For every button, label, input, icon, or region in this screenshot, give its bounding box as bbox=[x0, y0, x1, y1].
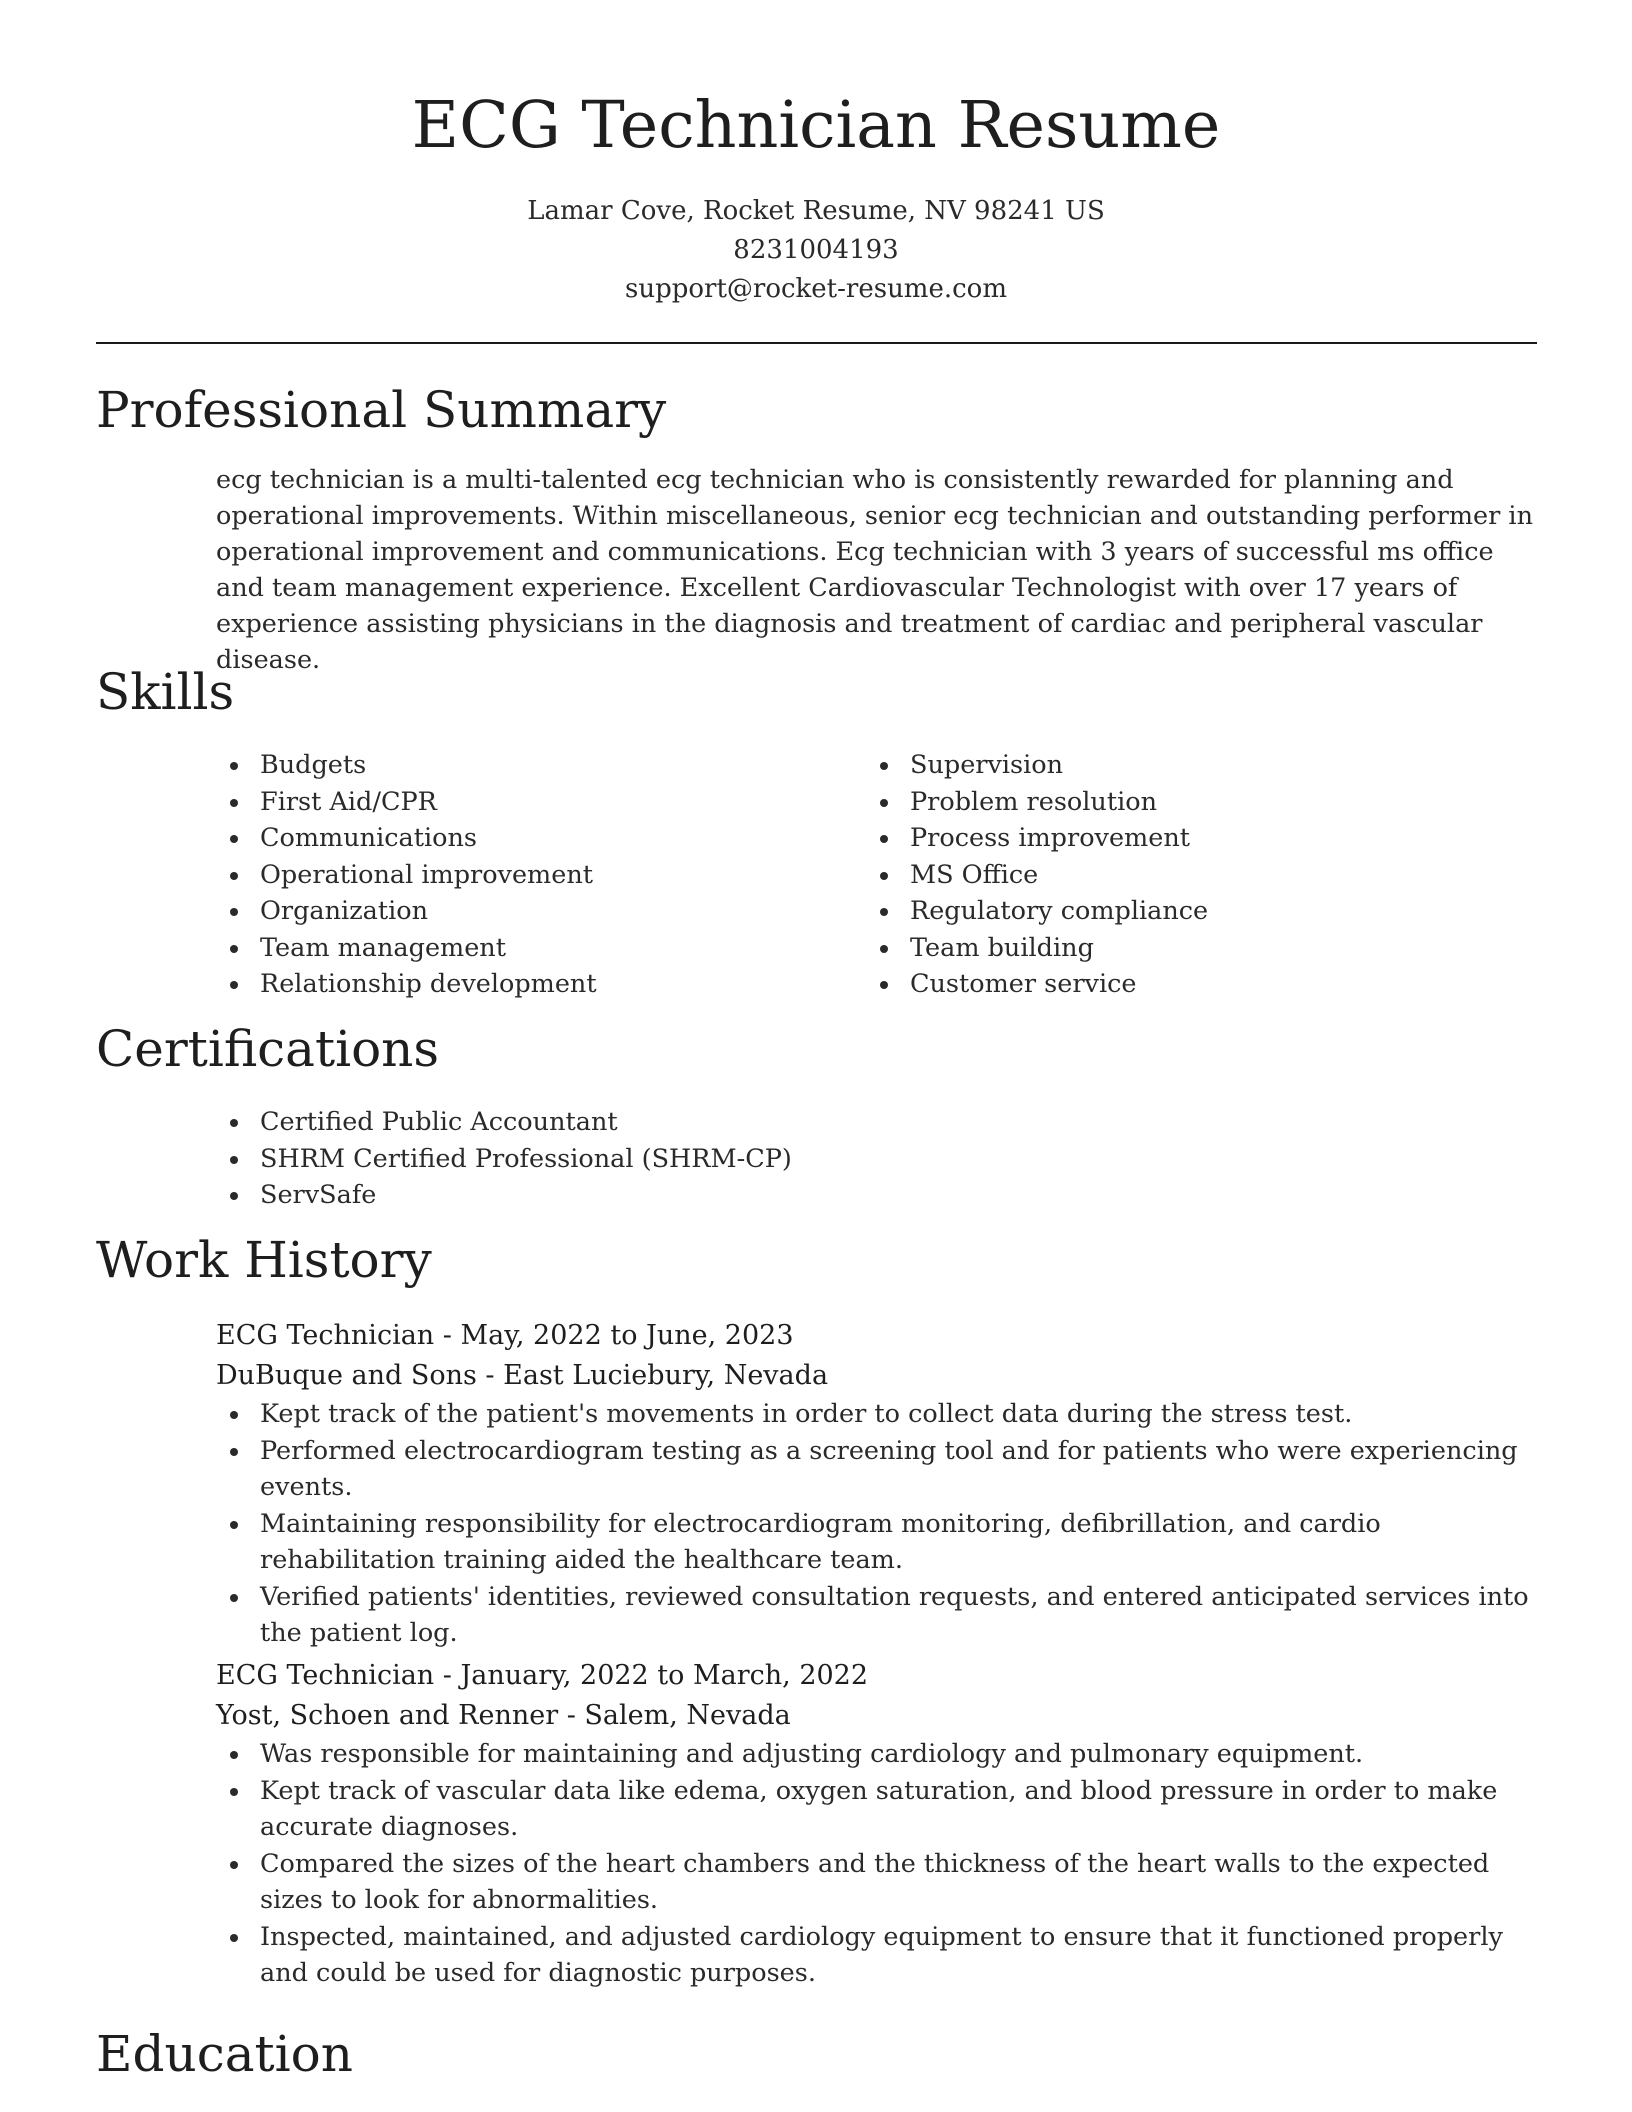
job-duty-item: Compared the sizes of the heart chambers and the thickness of the heart walls to the expected sizes to look for abnormalities. bbox=[216, 1846, 1540, 1919]
bullet-icon bbox=[880, 762, 888, 770]
skill-item: Regulatory compliance bbox=[866, 893, 1536, 930]
bullet-icon bbox=[230, 1156, 238, 1164]
bullet-icon bbox=[230, 762, 238, 770]
section-heading-certifications: Certifications bbox=[96, 1020, 440, 1078]
job-entry bbox=[216, 1316, 1540, 1652]
skill-item: Team management bbox=[216, 930, 816, 967]
bullet-icon bbox=[230, 1448, 238, 1456]
skill-item: MS Office bbox=[866, 857, 1536, 894]
job-duty-item: Kept track of the patient's movements in order to collect data during the stress test. bbox=[216, 1396, 1540, 1433]
skill-item: Team building bbox=[866, 930, 1536, 967]
skill-item: Problem resolution bbox=[866, 784, 1536, 821]
skills-column-left bbox=[216, 747, 816, 1003]
section-heading-summary: Professional Summary bbox=[96, 381, 667, 439]
job-duties-list bbox=[216, 1736, 1540, 1992]
contact-info bbox=[0, 192, 1632, 309]
job-title-line: ECG Technician - January, 2022 to March, 2022 bbox=[216, 1660, 869, 1691]
bullet-icon bbox=[880, 799, 888, 807]
bullet-icon bbox=[230, 1861, 238, 1869]
job-duty-item: Was responsible for maintaining and adjusting cardiology and pulmonary equipment. bbox=[216, 1736, 1540, 1773]
contact-phone: 8231004193 bbox=[733, 235, 899, 265]
skill-item: Relationship development bbox=[216, 966, 816, 1003]
job-company-line: DuBuque and Sons - East Luciebury, Nevada bbox=[216, 1360, 829, 1391]
job-duties-list bbox=[216, 1396, 1540, 1652]
skill-item: Customer service bbox=[866, 966, 1536, 1003]
certifications-list bbox=[216, 1104, 792, 1214]
skills-list-right bbox=[866, 747, 1536, 1003]
skill-item: Organization bbox=[216, 893, 816, 930]
bullet-icon bbox=[230, 872, 238, 880]
skill-item: Operational improvement bbox=[216, 857, 816, 894]
job-company-line: Yost, Schoen and Renner - Salem, Nevada bbox=[216, 1700, 791, 1731]
skills-column-right bbox=[866, 747, 1536, 1003]
bullet-icon bbox=[230, 1521, 238, 1529]
bullet-icon bbox=[880, 945, 888, 953]
bullet-icon bbox=[230, 908, 238, 916]
contact-address: Lamar Cove, Rocket Resume, NV 98241 US bbox=[527, 196, 1105, 226]
header-divider bbox=[96, 342, 1537, 344]
bullet-icon bbox=[230, 1192, 238, 1200]
skill-item: First Aid/CPR bbox=[216, 784, 816, 821]
certifications-block bbox=[216, 1104, 792, 1214]
skill-item: Process improvement bbox=[866, 820, 1536, 857]
certification-item: Certified Public Accountant bbox=[216, 1104, 792, 1141]
skill-item: Communications bbox=[216, 820, 816, 857]
summary-text: ecg technician is a multi-talented ecg technician who is consistently rewarded for planning and operational improvements. Within miscellaneous, senior ecg technician and outstanding performer in operational improvement and communications. Ecg technician with 3 years of successful ms office and team management experience. Excellent Cardiovascular Technologist with over 17 years of experience assisting physicians in the diagnosis and treatment of cardiac and peripheral vascular disease. bbox=[216, 465, 1533, 675]
skill-item: Supervision bbox=[866, 747, 1536, 784]
bullet-icon bbox=[230, 1751, 238, 1759]
bullet-icon bbox=[230, 945, 238, 953]
section-heading-work-history: Work History bbox=[96, 1231, 432, 1289]
contact-email: support@rocket-resume.com bbox=[624, 274, 1007, 304]
job-duty-item: Performed electrocardiogram testing as a screening tool and for patients who were experiencing events. bbox=[216, 1433, 1540, 1506]
section-heading-skills: Skills bbox=[96, 663, 235, 721]
skill-item: Budgets bbox=[216, 747, 816, 784]
job-entry bbox=[216, 1656, 1540, 1992]
job-duty-item: Maintaining responsibility for electrocardiogram monitoring, defibrillation, and cardio rehabilitation training aided the healthcare team. bbox=[216, 1506, 1540, 1579]
bullet-icon bbox=[230, 1119, 238, 1127]
job-duty-item: Kept track of vascular data like edema, oxygen saturation, and blood pressure in order to make accurate diagnoses. bbox=[216, 1773, 1540, 1846]
certification-item: ServSafe bbox=[216, 1177, 792, 1214]
skills-list-left bbox=[216, 747, 816, 1003]
bullet-icon bbox=[880, 872, 888, 880]
bullet-icon bbox=[230, 981, 238, 989]
bullet-icon bbox=[230, 835, 238, 843]
job-title-line: ECG Technician - May, 2022 to June, 2023 bbox=[216, 1320, 794, 1351]
certification-item: SHRM Certified Professional (SHRM-CP) bbox=[216, 1141, 792, 1178]
resume-header bbox=[0, 0, 1632, 309]
bullet-icon bbox=[230, 1788, 238, 1796]
bullet-icon bbox=[880, 908, 888, 916]
bullet-icon bbox=[880, 981, 888, 989]
bullet-icon bbox=[880, 835, 888, 843]
bullet-icon bbox=[230, 1594, 238, 1602]
job-duty-item: Inspected, maintained, and adjusted cardiology equipment to ensure that it functioned properly and could be used for diagnostic purposes. bbox=[216, 1919, 1540, 1992]
resume-title: ECG Technician Resume bbox=[411, 88, 1221, 163]
bullet-icon bbox=[230, 1934, 238, 1942]
section-heading-education: Education bbox=[96, 2025, 353, 2083]
bullet-icon bbox=[230, 1411, 238, 1419]
bullet-icon bbox=[230, 799, 238, 807]
job-duty-item: Verified patients' identities, reviewed consultation requests, and entered anticipated services into the patient log. bbox=[216, 1579, 1540, 1652]
